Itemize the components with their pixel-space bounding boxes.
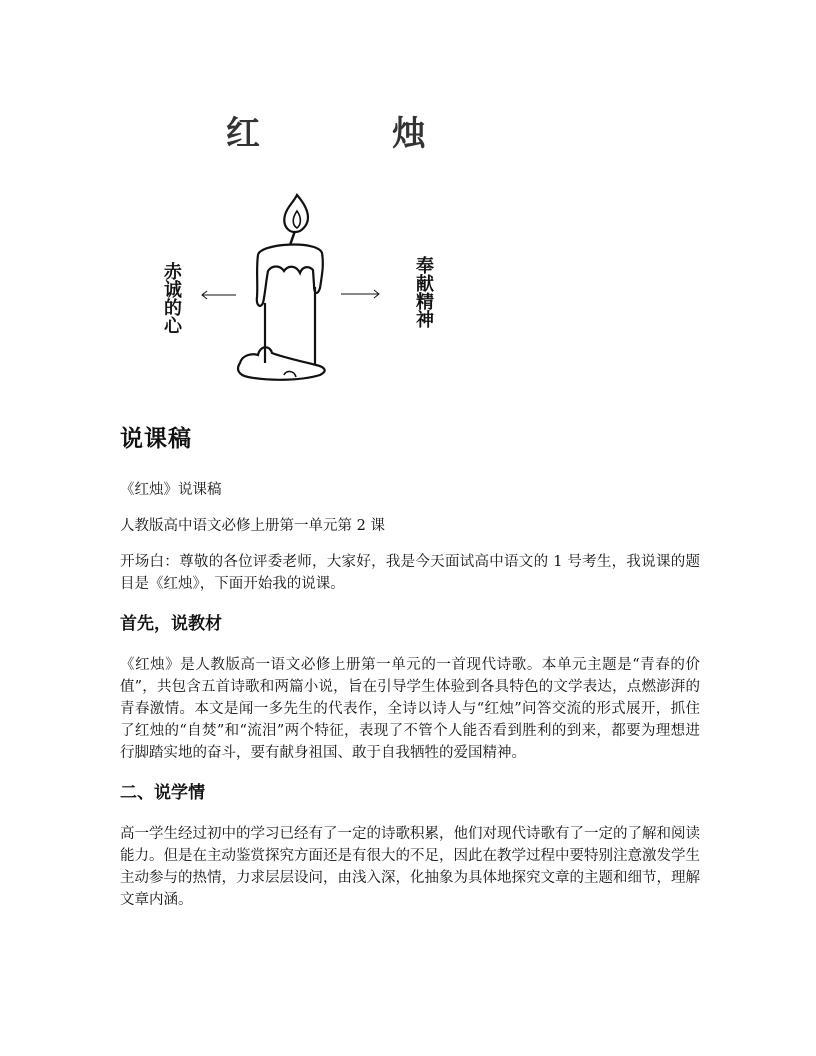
figure-title: 红 烛 — [226, 114, 486, 154]
section-heading-textbook: 首先，说教材 — [120, 614, 222, 634]
document-body — [120, 420, 700, 925]
section-heading-students: 二、说学情 — [120, 783, 205, 803]
candle-body-icon — [257, 245, 323, 306]
intro-paragraph: 开场白：尊敬的各位评委老师，大家好，我是今天面试高中语文的 1 号考生，我说课的题目是《红烛》，下面开始我的说课。 — [120, 554, 700, 592]
left-vertical-label: 赤诚的心 — [161, 262, 182, 334]
textbook-paragraph: 《红烛》是人教版高一语文必修上册第一单元的一首现代诗歌。本单元主题是“青春的价值”，共包含五首诗歌和两篇小说，旨在引导学生体验到各具特色的文学表达，点燃澎湃的青春激情。本文是闻一多先生的代表作，全诗以诗人与“红烛”问答交流的形式展开，抓住了红烛的“自焚”和“流泪”两个特征，表现了不管个人能否看到胜利的到来，都要为理想进行脚踏实地的奋斗，要有献身祖国、敢于自我牺牲的爱国精神。 — [120, 657, 700, 761]
doc-title-line: 《红烛》说课稿 — [120, 482, 222, 498]
students-paragraph: 高一学生经过初中的学习已经有了一定的诗歌积累，他们对现代诗歌有了一定的了解和阅读能力。但是在主动鉴赏探究方面还是有很大的不足，因此在教学过程中要特别注意激发学生主动参与的热情，力求层层设问，由浅入深，化抽象为具体地探究文章的主题和细节，理解文章内涵。 — [120, 826, 700, 908]
course-info-line: 人教版高中语文必修上册第一单元第 2 课 — [120, 518, 385, 534]
candle-illustration — [150, 185, 450, 385]
right-vertical-label: 奉献精神 — [413, 256, 434, 328]
document-heading: 说课稿 — [120, 426, 192, 452]
